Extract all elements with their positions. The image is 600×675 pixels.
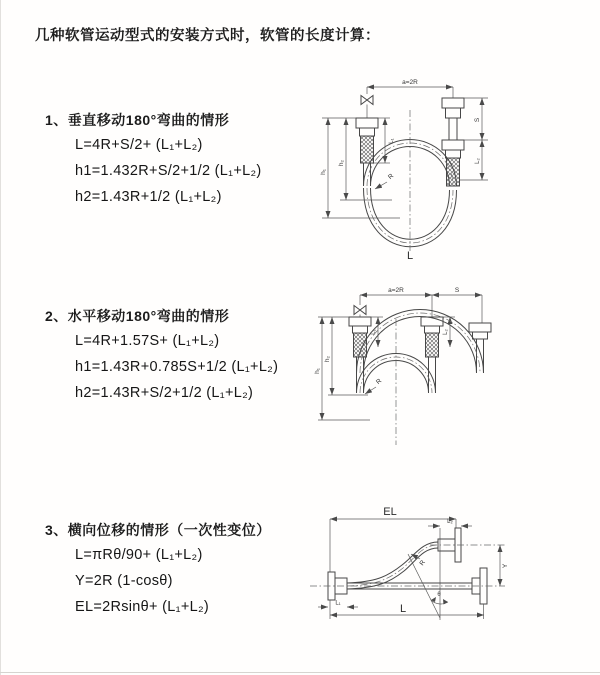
formula: h1=1.432R+S/2+1/2 (L₁+L₂)	[75, 163, 262, 179]
dim-label-r: R	[418, 559, 427, 568]
diagram-vertical-movement	[312, 68, 592, 263]
formula: h2=1.43R+1/2 (L₁+L₂)	[75, 189, 222, 205]
dim-label-l: L	[399, 603, 407, 615]
formula: h2=1.43R+S/2+1/2 (L₁+L₂)	[75, 385, 254, 401]
formula: Y=2R (1-cosθ)	[75, 573, 173, 589]
dim-label-l2: L₂	[443, 329, 449, 335]
dim-label-el: EL	[383, 506, 397, 518]
dim-label-y: Y	[502, 563, 509, 569]
formula: L=4R+S/2+ (L₁+L₂)	[75, 137, 203, 153]
dim-label-l: L	[406, 250, 414, 262]
section-3-heading: 3、横向位移的情形（一次性变位）	[45, 522, 271, 538]
diagram-horizontal-movement	[310, 283, 600, 460]
dim-label-h1: h₁	[320, 169, 327, 175]
dim-label-l1: L₁	[371, 329, 377, 335]
dim-label-a2r: a=2R	[402, 79, 418, 86]
dim-label-r: R	[386, 172, 396, 182]
dim-label-s: S	[454, 287, 460, 294]
formula: EL=2Rsinθ+ (L₁+L₂)	[75, 599, 210, 615]
diagram-lateral-displacement	[300, 498, 600, 660]
right-fitting	[442, 98, 464, 186]
dim-label-h2: h₂	[338, 159, 345, 167]
middle-fitting	[421, 317, 443, 357]
document-title: 几种软管运动型式的安装方式时，软管的长度计算：	[35, 28, 380, 44]
formula: L=4R+1.57S+ (L₁+L₂)	[75, 333, 220, 349]
dim-label-l2: L₂	[447, 519, 453, 525]
angle-label-theta: θ	[437, 592, 441, 598]
formula: h1=1.43R+0.785S+1/2 (L₁+L₂)	[75, 359, 279, 375]
scan-edge-left	[0, 0, 1, 675]
dim-label-l2: L₂	[475, 158, 481, 164]
dim-label-h1: h₁	[314, 368, 321, 374]
section-1-heading: 1、垂直移动180°弯曲的情形	[45, 112, 230, 128]
formula: L=πRθ/90+ (L₁+L₂)	[75, 547, 203, 563]
valve-icon	[354, 306, 366, 315]
dim-label-a2r: a=2R	[388, 287, 404, 294]
dim-label-r: R	[374, 377, 384, 387]
scan-edge-bottom	[0, 672, 600, 673]
valve-icon	[361, 96, 373, 105]
dim-label-l1: L₁	[389, 138, 395, 144]
dim-label-l1: L₁	[335, 600, 341, 607]
dim-label-h2: h₂	[324, 355, 331, 363]
dim-label-s: S	[474, 117, 481, 123]
section-2-heading: 2、水平移动180°弯曲的情形	[45, 308, 230, 324]
